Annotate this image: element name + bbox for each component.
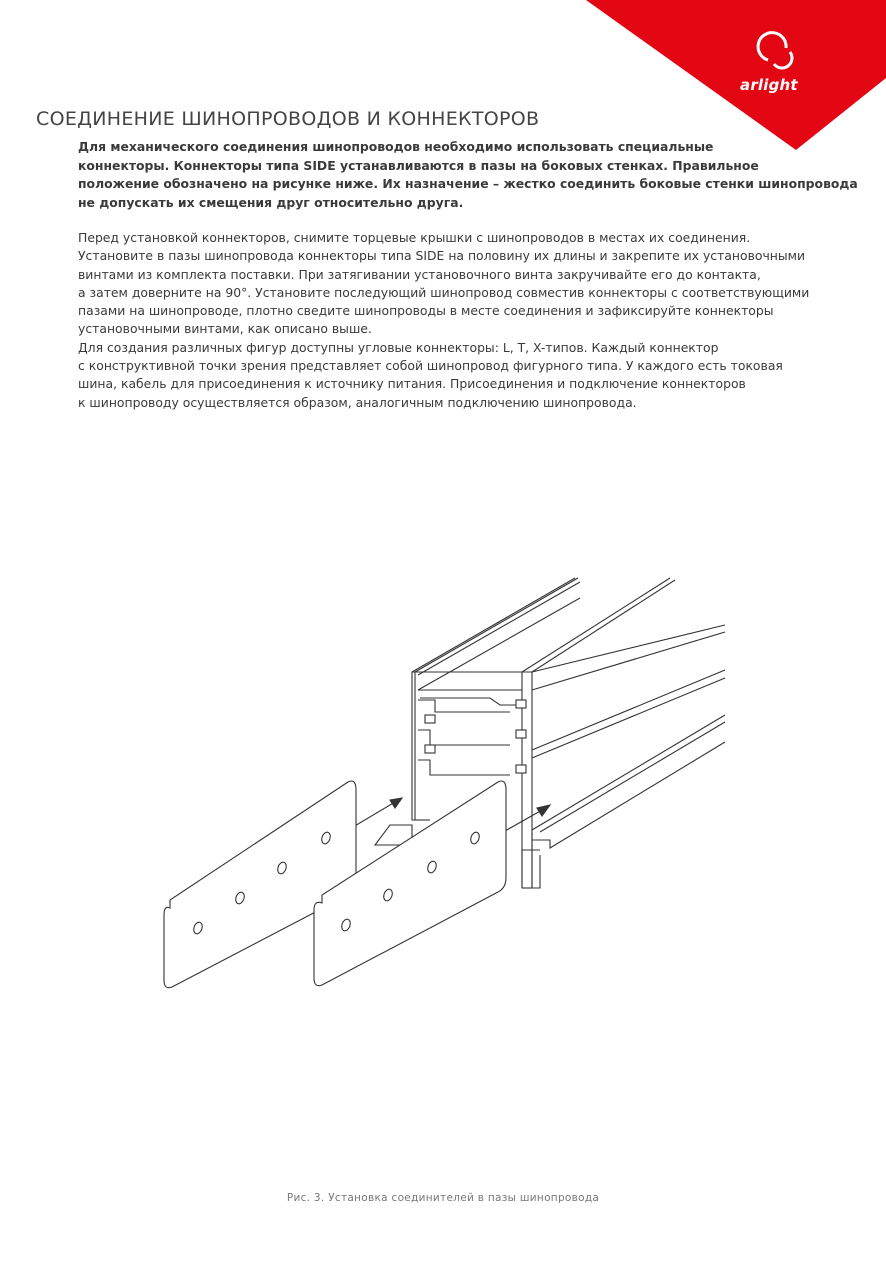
body-line: к шинопроводу осуществляется образом, аналогичным подключению шинопровода. [78,394,637,410]
body-line: Перед установкой коннекторов, снимите торцевые крышки с шинопроводов в местах их соединения. [78,230,751,245]
body-line: Для создания различных фигур доступны угловые коннекторы: L, T, X-типов. Каждый коннектор [78,339,719,355]
body-line: Установите в пазы шинопровода коннекторы типа SIDE на половину их длины и закрепите их установочными [78,248,806,264]
busbar-connector-illustration [150,570,740,1000]
intro-line: не допускать их смещения друг относительно друга. [78,194,464,210]
page-title: СОЕДИНЕНИЕ ШИНОПРОВОДОВ И КОННЕКТОРОВ [36,107,540,130]
red-corner-shape [586,0,886,150]
intro-paragraph [78,138,858,212]
brand-logo: arlight [740,76,798,94]
intro-line: коннекторы. Коннекторы типа SIDE устанавливаются в пазы на боковых стенках. Правильное [78,157,759,173]
figure-caption: Рис. 3. Установка соединителей в пазы шинопровода [286,1192,600,1204]
body-paragraph [78,229,868,412]
intro-line: Для механического соединения шинопроводов необходимо использовать специальные [78,139,714,154]
brand-corner-banner [586,0,886,150]
body-line: установочными винтами, как описано выше. [78,321,372,337]
busbar-profile-right [516,578,725,888]
body-line: винтами из комплекта поставки. При затягивании установочного винта закручивайте его до контакта, [78,266,761,282]
intro-line: положение обозначено на рисунке ниже. Их назначение – жестко соединить боковые стенки шинопровода [78,176,858,191]
body-line: с конструктивной точки зрения представляет собой шинопровод фигурного типа. У каждого есть токовая [78,358,783,374]
body-line: шина, кабель для присоединения к источнику питания. Присоединения и подключение коннекторов [78,376,746,392]
body-line: а затем доверните на 90°. Установите последующий шинопровод совместив коннекторы с соответствующими [78,284,810,300]
body-line: пазами на шинопроводе, плотно сведите шинопроводы в месте соединения и зафиксируйте коннекторы [78,303,774,319]
